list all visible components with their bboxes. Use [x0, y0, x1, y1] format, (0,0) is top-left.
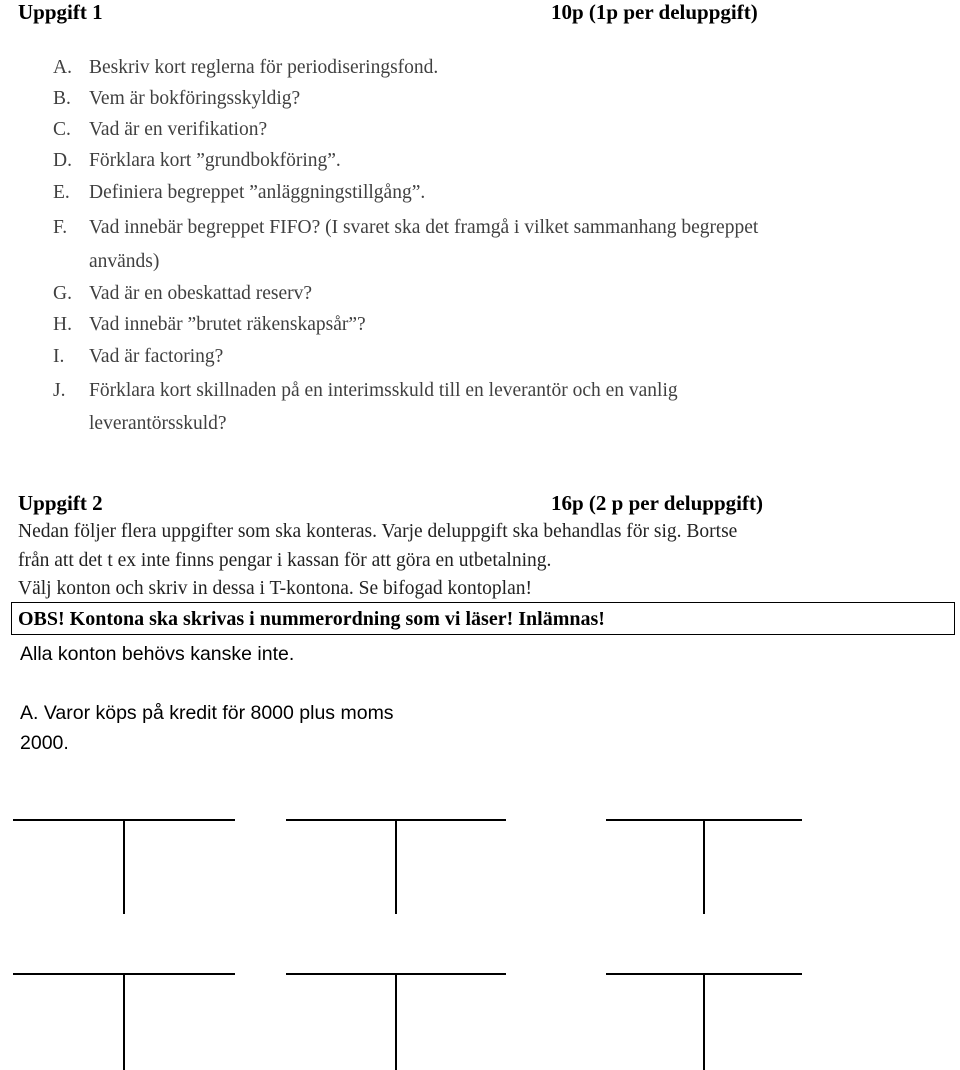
question-item: I. Vad är factoring? — [53, 346, 224, 367]
question-item: D. Förklara kort ”grundbokföring”. — [53, 150, 341, 171]
t-account-divider — [395, 820, 397, 914]
task2-points: 16p (2 p per deluppgift) — [551, 491, 763, 515]
question-item: F. Vad innebär begreppet FIFO? (I svaret ska det framgå i vilket sammanhang begreppet — [53, 217, 759, 238]
t-account-divider — [395, 974, 397, 1070]
question-item: B. Vem är bokföringsskyldig? — [53, 88, 301, 109]
task2-intro-line: Välj konton och skriv in dessa i T-kontona. Se bifogad kontoplan! — [18, 578, 532, 599]
note-text: Alla konton behövs kanske inte. — [20, 643, 295, 665]
question-item: E. Definiera begreppet ”anläggningstillgång”. — [53, 182, 426, 203]
question-continuation: leverantörsskuld? — [89, 413, 227, 434]
task1-title: Uppgift 1 — [18, 0, 103, 24]
notice-text: OBS! Kontona ska skrivas i nummerordning som vi läser! Inlämnas! — [18, 608, 605, 630]
question-continuation: används) — [89, 251, 160, 272]
question-item: J. Förklara kort skillnaden på en interimsskuld till en leverantör och en vanlig — [53, 380, 678, 401]
task2-intro-line: Nedan följer flera uppgifter som ska konteras. Varje deluppgift ska behandlas för sig. Bortse — [18, 521, 738, 542]
task2-title: Uppgift 2 — [18, 491, 103, 515]
t-account-divider — [703, 820, 705, 914]
subtask-a-line: 2000. — [20, 732, 69, 754]
task2-intro-line: från att det t ex inte finns pengar i kassan för att göra en utbetalning. — [18, 550, 552, 571]
question-item: C. Vad är en verifikation? — [53, 119, 268, 140]
t-account-divider — [703, 974, 705, 1070]
question-item: G. Vad är en obeskattad reserv? — [53, 283, 313, 304]
t-account-divider — [123, 820, 125, 914]
task1-points: 10p (1p per deluppgift) — [551, 0, 758, 24]
subtask-a-line: A. Varor köps på kredit för 8000 plus moms — [20, 702, 394, 724]
question-item: A. Beskriv kort reglerna för periodiseringsfond. — [53, 57, 439, 78]
question-item: H. Vad innebär ”brutet räkenskapsår”? — [53, 314, 366, 335]
t-account-divider — [123, 974, 125, 1070]
